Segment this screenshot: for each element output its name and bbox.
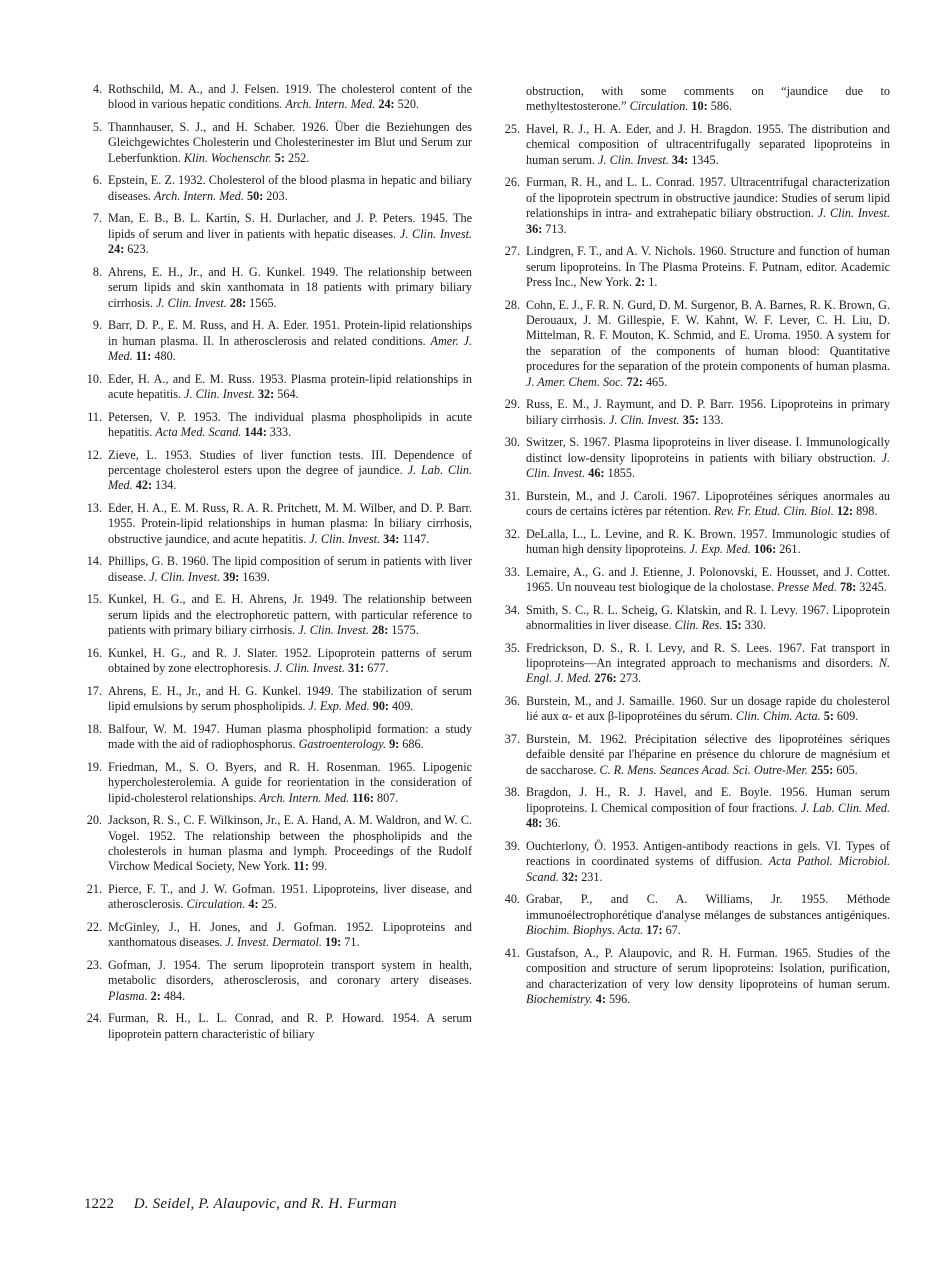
reference-pages: 465.	[645, 374, 668, 389]
reference-number: 22.	[86, 920, 102, 935]
reference-text: Eder, H. A., E. M. Russ, R. A. R. Pritchett, M. M. Wilber, and D. P. Barr. 1955. Protein-lipid relationships in human plasma: In biliary cirrhosis, obstructive jaundice, and acute hepatitis.	[108, 501, 472, 546]
page-footer	[84, 1196, 484, 1213]
reference-number: 24.	[86, 1011, 102, 1026]
reference-entry	[502, 489, 890, 520]
reference-volume: 39:	[223, 569, 240, 584]
reference-journal: Plasma.	[108, 988, 148, 1003]
reference-journal: J. Lab. Clin. Med.	[800, 800, 891, 815]
reference-text: Furman, R. H., and L. L. Conrad. 1957. Ultracentrifugal characterization of the lipoprotein spectrum in obstructive jaundice: Studies of serum lipid relationships in intra- and extrahepatic biliary obstruction.	[526, 175, 890, 221]
reference-number: 35.	[504, 640, 520, 655]
reference-pages: 605.	[836, 762, 858, 777]
reference-entry	[502, 892, 890, 938]
reference-number: 37.	[504, 732, 520, 747]
reference-volume: 24:	[378, 97, 395, 112]
reference-number: 21.	[86, 882, 102, 897]
reference-pages: 1639.	[242, 569, 270, 584]
reference-number: 23.	[86, 958, 102, 973]
reference-pages: 330.	[744, 618, 766, 633]
reference-pages: 807.	[376, 790, 399, 805]
reference-pages: 686.	[402, 737, 424, 752]
reference-journal: C. R. Mens. Seances Acad. Sci. Outre-Mer.	[599, 762, 808, 777]
reference-number: 4.	[92, 82, 102, 96]
reference-text: Bragdon, J. H., R. J. Havel, and E. Boyle. 1956. Human serum lipoproteins. I. Chemical composition of four fractions.	[526, 785, 890, 815]
reference-entry	[502, 397, 890, 428]
reference-pages: 203.	[266, 188, 288, 203]
reference-journal: Acta Pathol. Microbiol. Scand.	[526, 854, 890, 884]
reference-entry	[502, 694, 890, 725]
reference-pages: 71.	[344, 935, 360, 950]
reference-pages: 1565.	[249, 295, 277, 310]
reference-text: Barr, D. P., E. M. Russ, and H. A. Eder. 1951. Protein-lipid relationships in human plasma. II. In atherosclerosis and related conditions.	[108, 318, 472, 348]
reference-entry	[84, 684, 472, 715]
reference-volume: 4:	[595, 991, 606, 1006]
reference-number: 15.	[86, 592, 102, 607]
reference-volume: 48:	[526, 816, 543, 831]
reference-text: Friedman, M., S. O. Byers, and R. H. Rosenman. 1965. Lipogenic hypercholesterolemia. A guide for reorientation in the consideration of lipid-cholesterol relationships.	[108, 759, 472, 805]
reference-number: 29.	[504, 397, 520, 412]
reference-entry	[502, 527, 890, 558]
reference-entry	[502, 84, 890, 115]
reference-journal: Amer. J. Med.	[108, 333, 472, 364]
reference-number: 6.	[92, 173, 102, 188]
reference-entry	[84, 318, 472, 364]
reference-pages: 133.	[702, 412, 724, 427]
reference-number: 26.	[504, 175, 520, 190]
reference-entry	[84, 1011, 472, 1042]
reference-journal: Clin. Chim. Acta.	[735, 709, 821, 724]
reference-entry	[84, 120, 472, 166]
reference-volume: 2:	[635, 275, 646, 290]
reference-text: Burstein, M. 1962. Précipitation sélective des lipoprotéines sériques defaible densité par l'héparine en présence du chlorure de magnésium et de saccharose.	[526, 732, 890, 777]
reference-volume: 9:	[389, 737, 400, 752]
reference-journal: J. Clin. Invest.	[298, 623, 369, 638]
reference-text: Lindgren, F. T., and A. V. Nichols. 1960. Structure and function of human serum lipoproteins. In The Plasma Proteins. F. Putnam, editor. Academic Press Inc., New York.	[526, 244, 890, 290]
reference-text: Smith, S. C., R. L. Scheig, G. Klatskin, and R. I. Levy. 1967. Lipoprotein abnormalities in liver disease.	[526, 602, 890, 633]
reference-number: 19.	[86, 759, 102, 774]
reference-pages: 409.	[392, 699, 414, 714]
reference-pages: 609.	[836, 709, 859, 724]
reference-journal: J. Lab. Clin. Med.	[108, 463, 473, 493]
reference-number: 11.	[87, 409, 102, 424]
reference-entry	[84, 554, 472, 585]
reference-journal: Arch. Intern. Med.	[285, 97, 376, 112]
reference-column-right	[502, 84, 890, 1015]
reference-volume: 46:	[588, 466, 605, 481]
reference-journal: J. Clin. Invest.	[399, 226, 472, 241]
reference-number: 34.	[504, 602, 520, 617]
reference-number: 16.	[86, 645, 102, 660]
reference-text: Balfour, W. M. 1947. Human plasma phospholipid formation: a study made with the aid of radiophosphorus.	[108, 721, 472, 752]
reference-volume: 78:	[840, 580, 857, 595]
reference-entry	[502, 565, 890, 596]
reference-text: Eder, H. A., and E. M. Russ. 1953. Plasma protein-lipid relationships in acute hepatitis.	[108, 371, 472, 402]
reference-volume: 276:	[594, 671, 617, 686]
reference-volume: 5:	[274, 150, 285, 165]
reference-entry	[84, 958, 472, 1004]
reference-journal: Circulation.	[629, 99, 689, 114]
reference-journal: Biochemistry.	[526, 991, 593, 1006]
reference-number: 13.	[86, 501, 102, 516]
reference-journal: J. Clin. Invest.	[274, 661, 345, 676]
reference-text: Kunkel, H. G., and E. H. Ahrens, Jr. 1949. The relationship between serum lipids and the electrophoretic pattern, with particular reference to patients with primary biliary cirrhosis.	[108, 592, 472, 638]
reference-volume: 72:	[626, 374, 643, 389]
reference-entry	[502, 603, 890, 634]
reference-entry	[84, 882, 472, 913]
reference-volume: 31:	[347, 661, 365, 676]
reference-entry	[84, 82, 472, 113]
reference-journal: Circulation.	[186, 897, 246, 912]
reference-number: 9.	[92, 318, 102, 333]
reference-text: Epstein, E. Z. 1932. Cholesterol of the blood plasma in hepatic and biliary diseases.	[108, 173, 472, 203]
reference-journal: J. Clin. Invest.	[309, 531, 381, 546]
reference-number: 5.	[92, 120, 102, 134]
reference-pages: 596.	[608, 991, 631, 1006]
reference-number: 31.	[504, 488, 520, 503]
reference-text: Grabar, P., and C. A. Williams, Jr. 1955. Méthode immunoélectrophorétique d'analyse mélanges de substances antigéniques.	[526, 892, 890, 922]
reference-text: Jackson, R. S., C. F. Wilkinson, Jr., E. A. Hand, A. M. Waldron, and W. C. Vogel. 1952. The relationship between the phospholipids and the cholesterols in human plasma and lymph. Proceedings of the Rudolf Virchow Medical Society, New York.	[108, 813, 472, 874]
running-authors: D. Seidel, P. Alaupovic, and R. H. Furman	[133, 1196, 397, 1212]
reference-volume: 10:	[691, 99, 708, 114]
reference-pages: 1147.	[402, 531, 430, 546]
reference-text: Russ, E. M., J. Raymunt, and D. P. Barr. 1956. Lipoproteins in primary biliary cirrhosis.	[526, 397, 890, 427]
reference-entry	[84, 813, 472, 875]
reference-pages: 99.	[311, 859, 328, 874]
reference-pages: 261.	[779, 542, 801, 557]
reference-pages: 520.	[397, 97, 419, 112]
reference-number: 28.	[504, 297, 520, 312]
reference-number: 25.	[504, 122, 520, 136]
reference-number: 18.	[86, 721, 102, 736]
reference-volume: 34:	[383, 531, 400, 546]
reference-pages: 480.	[154, 349, 176, 364]
reference-entry	[502, 785, 890, 831]
reference-pages: 36.	[545, 816, 561, 831]
reference-volume: 28:	[229, 295, 247, 310]
reference-journal: Rev. Fr. Etud. Clin. Biol.	[713, 504, 834, 519]
reference-entry	[84, 265, 472, 311]
reference-volume: 12:	[836, 504, 854, 519]
reference-volume: 28:	[372, 623, 389, 638]
reference-pages: 1575.	[391, 623, 419, 638]
reference-pages: 623.	[127, 242, 149, 257]
reference-pages: 252.	[287, 150, 310, 165]
reference-number: 39.	[504, 838, 520, 853]
reference-pages: 1.	[648, 275, 658, 290]
reference-pages: 333.	[269, 425, 292, 440]
reference-text: Burstein, M., and J. Caroli. 1967. Lipoprotéines sériques anormales au cours de certains ictères par rétention.	[526, 488, 890, 519]
reference-text: DeLalla, L., L. Levine, and R. K. Brown. 1957. Immunologic studies of human high density lipoproteins.	[526, 526, 890, 557]
reference-text: Gustafson, A., P. Alaupovic, and R. H. Furman. 1965. Studies of the composition and structure of serum lipoproteins: Isolation, purification, and characterization of very low density lipoproteins of human serum.	[526, 945, 890, 991]
reference-entry	[84, 646, 472, 677]
reference-volume: 35:	[682, 412, 699, 427]
reference-journal: Arch. Intern. Med.	[259, 790, 350, 805]
reference-number: 12.	[86, 447, 102, 462]
reference-text: Kunkel, H. G., and R. J. Slater. 1952. Lipoprotein patterns of serum obtained by zone electrophoresis.	[108, 645, 472, 676]
reference-entry	[84, 211, 472, 257]
reference-number: 30.	[504, 435, 520, 450]
reference-number: 41.	[504, 945, 520, 960]
reference-volume: 36:	[526, 221, 543, 236]
reference-entry	[84, 501, 472, 547]
reference-text: Phillips, G. B. 1960. The lipid composition of serum in patients with liver disease.	[108, 554, 472, 584]
reference-number: 38.	[504, 785, 520, 800]
reference-volume: 19:	[324, 935, 342, 950]
reference-journal: J. Clin. Invest.	[598, 152, 669, 167]
reference-entry	[502, 839, 890, 885]
reference-number: 7.	[92, 211, 102, 226]
reference-pages: 713.	[545, 221, 567, 236]
reference-text: Burstein, M., and J. Samaille. 1960. Sur un dosage rapide du cholesterol lié aux α- et aux β-lipoprotéines du sérum.	[526, 694, 890, 724]
reference-entry	[502, 298, 890, 390]
reference-volume: 106:	[753, 542, 777, 557]
reference-journal: J. Exp. Med.	[308, 699, 370, 714]
reference-journal: Clin. Res.	[674, 618, 723, 633]
reference-text: Ahrens, E. H., Jr., and H. G. Kunkel. 1949. The relationship between serum lipids and skin xanthomata in 18 patients with primary biliary cirrhosis.	[108, 264, 472, 310]
reference-pages: 484.	[163, 988, 186, 1003]
reference-volume: 5:	[823, 709, 834, 724]
reference-entry	[502, 732, 890, 778]
reference-volume: 11:	[135, 349, 152, 364]
reference-number: 27.	[504, 244, 520, 259]
reference-entry	[502, 946, 890, 1008]
reference-pages: 586.	[710, 99, 733, 114]
reference-column-left	[84, 82, 472, 1049]
reference-text: Rothschild, M. A., and J. Felsen. 1919. The cholesterol content of the blood in various hepatic conditions.	[108, 82, 472, 112]
reference-pages: 898.	[856, 504, 878, 519]
reference-journal: Presse Med.	[777, 580, 837, 595]
reference-volume: 144:	[244, 425, 267, 440]
reference-text: Pierce, F. T., and J. W. Gofman. 1951. Lipoproteins, liver disease, and atherosclerosis.	[108, 882, 472, 912]
reference-pages: 1345.	[691, 152, 719, 167]
reference-number: 14.	[86, 554, 102, 569]
reference-volume: 90:	[372, 699, 389, 714]
reference-volume: 34:	[671, 152, 689, 167]
reference-volume: 116:	[352, 790, 374, 805]
reference-volume: 255:	[810, 762, 834, 777]
reference-journal: J. Clin. Invest.	[817, 206, 890, 221]
reference-journal: J. Amer. Chem. Soc.	[526, 374, 624, 389]
reference-text: Ouchterlony, Ö. 1953. Antigen-antibody reactions in gels. VI. Types of reactions in coordinated systems of diffusion.	[526, 838, 890, 869]
reference-volume: 17:	[646, 923, 663, 938]
reference-entry	[502, 175, 890, 237]
reference-volume: 24:	[108, 242, 125, 257]
reference-journal: J. Clin. Invest.	[184, 387, 255, 402]
reference-pages: 564.	[277, 387, 299, 402]
reference-text: Havel, R. J., H. A. Eder, and J. H. Bragdon. 1955. The distribution and chemical composition of ultracentrifugally separated lipoproteins in human serum.	[526, 122, 890, 167]
reference-volume: 15:	[725, 618, 742, 633]
reference-journal: J. Exp. Med.	[689, 542, 751, 557]
reference-journal: J. Clin. Invest.	[608, 412, 680, 427]
reference-entry	[84, 410, 472, 441]
reference-pages: 677.	[367, 661, 389, 676]
reference-number: 36.	[504, 694, 520, 709]
reference-journal: J. Clin. Invest.	[156, 295, 227, 310]
reference-text: Man, E. B., B. L. Kartin, S. H. Durlacher, and J. P. Peters. 1945. The lipids of serum and liver in patients with hepatic diseases.	[108, 211, 472, 241]
reference-journal: N. Engl. J. Med.	[526, 656, 891, 686]
reference-journal: Biochim. Biophys. Acta.	[526, 923, 644, 938]
reference-text: Thannhauser, S. J., and H. Schaber. 1926. Über die Beziehungen des Gleichgewichtes Cholesterin und Cholesterinester im Blut und Serum zur Leberfunktion.	[108, 120, 472, 165]
reference-entry	[84, 920, 472, 951]
reference-journal: J. Invest. Dermatol.	[225, 935, 322, 950]
reference-number: 20.	[86, 813, 102, 828]
reference-volume: 50:	[247, 188, 264, 203]
reference-journal: Arch. Intern. Med.	[154, 188, 244, 203]
reference-entry	[84, 372, 472, 403]
reference-entry	[502, 122, 890, 168]
reference-entry	[84, 173, 472, 204]
reference-volume: 2:	[150, 988, 161, 1003]
reference-number: 32.	[504, 526, 520, 541]
reference-text: obstruction, with some comments on “jaundice due to methyltestosterone.”	[526, 84, 890, 114]
reference-volume: 32:	[561, 869, 579, 884]
reference-volume: 42:	[135, 478, 152, 493]
reference-entry	[84, 760, 472, 806]
reference-text: Ahrens, E. H., Jr., and H. G. Kunkel. 1949. The stabilization of serum lipid emulsions by serum phospholipids.	[108, 683, 472, 714]
reference-pages: 273.	[619, 671, 642, 686]
reference-entry	[84, 592, 472, 638]
reference-entry	[84, 722, 472, 753]
reference-journal: J. Clin. Invest.	[526, 450, 890, 481]
reference-text: Lemaire, A., G. and J. Etienne, J. Polonovski, E. Housset, and J. Cottet. 1965. Un nouveau test biologique de la cholostase.	[526, 564, 890, 595]
reference-text: Furman, R. H., L. L. Conrad, and R. P. Howard. 1954. A serum lipoprotein pattern characteristic of biliary	[108, 1011, 472, 1041]
reference-pages: 25.	[261, 897, 277, 912]
reference-journal: J. Clin. Invest.	[149, 569, 221, 584]
reference-number: 10.	[86, 371, 102, 386]
reference-journal: Acta Med. Scand.	[155, 425, 242, 440]
reference-text: Cohn, E. J., F. R. N. Gurd, D. M. Surgenor, B. A. Barnes, R. K. Brown, G. Derouaux, J. M. Gillespie, F. W. Kahnt, W. F. Lever, C. H. Liu, D. Mittelman, R. F. Mouton, K. Schmid, and E. Uroma. 1950. A system for the separation of the components of human blood: Quantitative procedures for the separation of the protein components of human plasma.	[526, 297, 890, 374]
reference-number: 17.	[86, 683, 102, 698]
reference-entry	[502, 244, 890, 290]
reference-text: McGinley, J., H. Jones, and J. Gofman. 1952. Lipoproteins and xanthomatous diseases.	[108, 920, 472, 950]
reference-number: 40.	[504, 892, 520, 907]
reference-volume: 32:	[257, 387, 275, 402]
reference-text: Petersen, V. P. 1953. The individual plasma phospholipids in acute hepatitis.	[108, 409, 472, 440]
reference-volume: 11:	[293, 859, 309, 874]
reference-number: 33.	[504, 564, 520, 579]
reference-journal: Gastroenterology.	[298, 737, 387, 752]
reference-text: Gofman, J. 1954. The serum lipoprotein transport system in health, metabolic disorders, atherosclerosis, and coronary artery diseases.	[108, 958, 472, 988]
reference-journal: Klin. Wochenschr.	[183, 150, 272, 165]
reference-text: Zieve, L. 1953. Studies of liver function tests. III. Dependence of percentage cholesterol esters upon the degree of jaundice.	[108, 447, 472, 478]
reference-number: 8.	[92, 264, 102, 279]
reference-text: Fredrickson, D. S., R. I. Levy, and R. S. Lees. 1967. Fat transport in lipoproteins—An integrated approach to mechanisms and disorders.	[526, 640, 890, 671]
reference-entry	[502, 435, 890, 481]
page-number: 1222	[84, 1196, 114, 1212]
reference-pages: 67.	[665, 923, 681, 938]
reference-pages: 3245.	[859, 580, 887, 595]
reference-entry	[502, 641, 890, 687]
reference-entry	[84, 448, 472, 494]
reference-pages: 231.	[581, 869, 603, 884]
reference-text: Switzer, S. 1967. Plasma lipoproteins in liver disease. I. Immunologically distinct low-density lipoproteins in patients with biliary obstruction.	[526, 435, 890, 465]
reference-pages: 134.	[155, 478, 177, 493]
reference-volume: 4:	[248, 897, 259, 912]
reference-pages: 1855.	[607, 466, 636, 481]
